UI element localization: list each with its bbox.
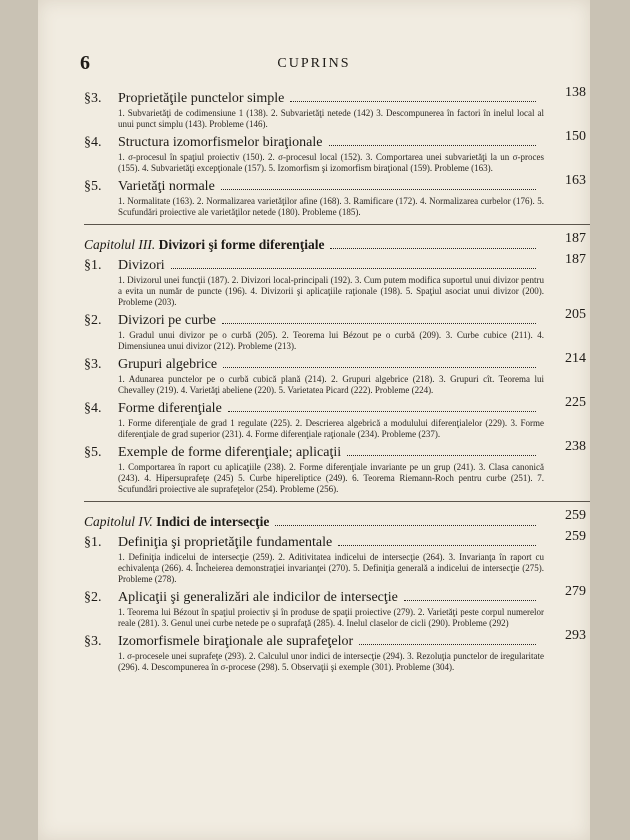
toc-section [84,439,590,495]
section-title: Definiţia şi proprietăţile fundamentale [118,535,333,550]
leader-dots [222,314,536,324]
section-title: Grupuri algebrice [118,357,218,372]
section-subtopics: 1. Forme diferenţiale de grad 1 regulate (225). 2. Descrierea algebrică a modulului diferenţialelor (229). 3. Forme diferenţiale de grad superior (231). 4. Forme diferenţiale raţionale (234). Probleme (237). [118,418,544,439]
section-subtopics: 1. Divizorul unei funcţii (187). 2. Divizori local-principali (192). 3. Cum putem modifica suportul unui divizor pentru a evita un număr de puncte (196). 4. Divizorii şi aplicaţiile raţionale (198). 5. Spaţiul asociat unui divizor (200). Probleme (203). [118,275,544,307]
leader-dots [228,402,536,412]
chapter-title: Divizori şi forme diferenţiale [158,237,325,252]
toc-section [84,173,590,218]
section-number: §2. [84,590,102,605]
section-subtopics: 1. Definiţia indicelui de intersecţie (259). 2. Aditivitatea indicelui de intersecţie (264). 3. Invarianţa în raport cu echivalenţa (266). 4. Încheierea demonstraţiei invarianţei (270). 5. Definiţia generală a indicelui de intersecţie (275). Probleme (278). [118,552,544,584]
section-title: Forme diferenţiale [118,401,222,416]
page-ref: 238 [565,439,586,454]
toc-chapter [84,231,590,253]
page-ref: 214 [565,351,586,366]
page-ref: 187 [565,231,586,246]
section-number: §2. [84,313,102,328]
section-number: §4. [84,135,102,150]
toc-section [84,129,590,174]
section-number: §4. [84,401,102,416]
toc-section [84,351,590,396]
page-ref: 279 [565,584,586,599]
section-subtopics: 1. Gradul unui divizor pe o curbă (205). 2. Teorema lui Bézout pe o curbă (209). 3. Curbe cubice (211). 4. Dimensiunea unui divizor (212). Probleme (213). [118,330,544,351]
page-ref: 293 [565,628,586,643]
leader-dots [275,516,536,526]
section-number: §1. [84,535,102,550]
page-ref: 150 [565,129,586,144]
section-title: Varietăţi normale [118,179,215,194]
chapter-label: Capitolul III. [84,237,156,252]
leader-dots [404,591,536,601]
toc-section [84,584,590,629]
section-subtopics: 1. Comportarea în raport cu aplicaţiile (238). 2. Forme diferenţiale invariante pe un grup (241). 3. Clasa canonică (243). 4. Hipersuprafeţe (245) 5. Curbe hipereliptice (249). 6. Teorema Riemann-Roch pentru curbe (251). 7. Scufundări proiective ale suprafeţelor (254). Probleme (256). [118,462,544,494]
section-subtopics: 1. Teorema lui Bézout în spaţiul proiectiv şi în produse de spaţii proiective (279). 2. Varietăţi peste corpul numerelor reale (281). 3. Genul unei curbe netede pe o suprafaţă (285). 4. Inelul claselor de cicli (290). Probleme (292) [118,607,544,628]
section-title: Exemple de forme diferenţiale; aplicaţii [118,445,342,460]
page-number: 6 [80,52,90,74]
page-header [38,52,590,74]
leader-dots [329,136,537,146]
leader-dots [290,92,536,102]
leader-dots [171,259,536,269]
section-subtopics: 1. Normalitate (163). 2. Normalizarea varietăţilor afine (168). 3. Ramificare (172). 4. Normalizarea curbelor (176). 5. Scufundări proiective ale varietăţilor netede (180). Probleme (185). [118,196,544,217]
toc-section [84,85,590,130]
section-title: Proprietăţile punctelor simple [118,91,285,106]
toc-section [84,307,590,352]
toc-section [84,529,590,585]
toc-section [84,252,590,308]
leader-dots [223,358,536,368]
page-ref: 225 [565,395,586,410]
page-ref: 187 [565,252,586,267]
section-number: §3. [84,91,102,106]
section-number: §1. [84,258,102,273]
page-ref: 259 [565,508,586,523]
page-ref: 138 [565,85,586,100]
divider [84,501,590,502]
leader-dots [221,180,536,190]
section-subtopics: 1. Subvarietăţi de codimensiune 1 (138). 2. Subvarietăţi netede (142) 3. Descompunerea în factori în inelul local al unui punct simplu (143). Probleme (146). [118,108,544,129]
section-number: §5. [84,179,102,194]
section-number: §5. [84,445,102,460]
divider [84,224,590,225]
section-title: Divizori pe curbe [118,313,216,328]
section-number: §3. [84,634,102,649]
leader-dots [359,635,536,645]
page-ref: 205 [565,307,586,322]
book-page [38,0,590,840]
leader-dots [330,239,536,249]
toc-section [84,395,590,440]
section-title: Divizori [118,258,165,273]
page-ref: 259 [565,529,586,544]
table-of-contents [84,86,590,673]
chapter-label: Capitolul IV. [84,514,153,529]
section-title: Aplicaţii şi generalizări ale indicilor de intersecţie [118,590,398,605]
toc-section [84,628,590,673]
section-number: §3. [84,357,102,372]
section-subtopics: 1. σ-procesul în spaţiul proiectiv (150). 2. σ-procesul local (152). 3. Comportarea unei subvarietăţi la un σ-proces (155). 4. Subvarietăţi excepţionale (157). 5. Izomorfism şi izomorfism biraţional (159). Probleme (163). [118,152,544,173]
section-subtopics: 1. Adunarea punctelor pe o curbă cubică plană (214). 2. Grupuri algebrice (218). 3. Grupuri cît. Teorema lui Chevalley (219). 4. Varietăţi abeliene (220). 5. Varietatea Picard (222). Probleme (224). [118,374,544,395]
section-title: Structura izomorfismelor biraţionale [118,135,323,150]
toc-chapter [84,508,590,530]
page-ref: 163 [565,173,586,188]
leader-dots [347,446,536,456]
section-subtopics: 1. σ-procesele unei suprafeţe (293). 2. Calculul unor indici de intersecţie (294). 3. Rezoluţia punctelor de iregularitate (296). 4. Descompunerea în σ-procese (298). 5. Observaţii şi exemple (301). Probleme (304). [118,651,544,672]
running-title: CUPRINS [277,56,351,71]
chapter-title: Indici de intersecţie [156,514,270,529]
section-title: Izomorfismele biraţionale ale suprafeţelor [118,634,354,649]
leader-dots [338,536,536,546]
